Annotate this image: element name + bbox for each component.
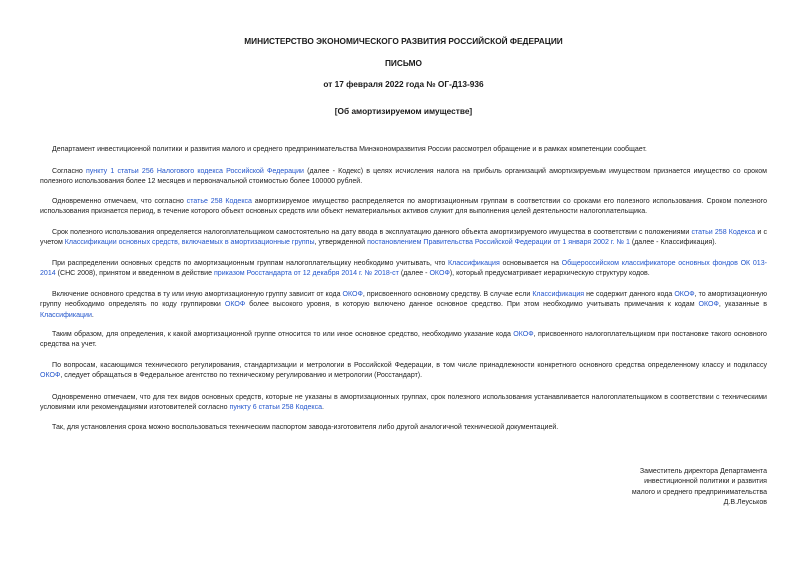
signature-block xyxy=(507,467,767,509)
text: (СНС 2008), принятом и введенном в действие xyxy=(55,270,214,278)
text: Срок полезного использования определяется налогоплательщиком самостоятельно на дату ввода в эксплуатацию данного объекта амортизируемого имущества в соответствии с положениями xyxy=(52,229,692,236)
text: (далее - Кодекс) в целях исчисления налога на прибыль организаций амортизируемым имуществом признается имущество со сроком полезного использования более 12 месяцев и первоначальной стоимостью более 100000 рублей. xyxy=(40,168,767,186)
paragraph-9 xyxy=(40,393,767,414)
paragraph-2 xyxy=(40,167,767,188)
link-rosstandart-order[interactable]: приказом Росстандарта от 12 декабря 2014 г. № 2018-ст xyxy=(213,270,399,278)
link-okof-classifier[interactable]: Общероссийском классификаторе основных фондов ОК 013-2014 xyxy=(40,260,767,278)
text: Согласно xyxy=(52,168,86,175)
link-okof[interactable]: ОКОФ xyxy=(40,372,61,380)
ministry-title: МИНИСТЕРСТВО ЭКОНОМИЧЕСКОГО РАЗВИТИЯ РОССИЙСКОЙ ФЕДЕРАЦИИ xyxy=(244,36,563,46)
link-government-decree[interactable]: постановлением Правительства Российской Федерации от 1 января 2002 г. № 1 xyxy=(367,239,630,247)
text: При распределении основных средств по амортизационным группам налогоплательщику необходимо учитывать, что xyxy=(52,260,449,267)
text: Таким образом, для определения, к какой амортизационной группе относится то или иное основное средство, необходимо указание кода xyxy=(52,331,514,338)
text: , присвоенного основному средству. В случае если xyxy=(362,291,533,298)
link-article-258-point-6[interactable]: пункту 6 статьи 258 Кодекса xyxy=(229,404,323,412)
signature-position-line-3: малого и среднего предпринимательства xyxy=(631,488,767,496)
document-subject: [Об амортизируемом имуществе] xyxy=(334,106,473,116)
text: (далее - xyxy=(398,270,430,278)
text: амортизируемое имущество распределяется по амортизационным группам в соответствии со сроками его полезного использования. Сроком полезного использования признается период, в течение которого объект основных средств или объект нематериальных активов служит для выполнения целей деятельности налогоплательщика. xyxy=(40,198,767,216)
text: По вопросам, касающимся технического регулирования, стандартизации и метрологии в Российской Федерации, в том числе принадлежности конкретного основного средства определенному классу и подклассу xyxy=(52,362,767,369)
paragraph-3 xyxy=(40,197,767,218)
link-classification[interactable]: Классификации xyxy=(40,311,92,319)
document-type: ПИСЬМО xyxy=(384,58,423,68)
paragraph-10: Так, для установления срока можно воспользоваться техническим паспортом завода-изготовителя либо другой аналогичной технической документацией. xyxy=(52,424,559,431)
document-date-number: от 17 февраля 2022 года № ОГ-Д13-936 xyxy=(323,79,484,89)
text: . xyxy=(322,404,324,412)
text: не содержит данного кода xyxy=(584,291,675,298)
link-article-258[interactable]: статье 258 Кодекса xyxy=(186,198,252,205)
paragraph-8 xyxy=(40,361,767,382)
text: , указанные в xyxy=(718,301,767,309)
link-okof[interactable]: ОКОФ xyxy=(513,331,534,338)
text: Одновременно отмечаем, что согласно xyxy=(52,198,187,205)
link-article-256[interactable]: пункту 1 статьи 256 Налогового кодекса Российской Федерации xyxy=(85,168,304,175)
text: Одновременно отмечаем, что для тех видов основных средств, которые не указаны в амортизационных группах, срок полезного использования устанавливается налогоплательщиком в соответствии с техническими условиями или рекомендациями изготовителей согласно xyxy=(40,394,767,412)
paragraph-5 xyxy=(40,259,767,280)
signature-name: Д.В.Леуськов xyxy=(723,499,767,507)
text: , присвоенного налогоплательщиком при постановке такого основного средства на учет. xyxy=(40,331,767,349)
link-okof[interactable]: ОКОФ xyxy=(342,291,363,298)
paragraph-6 xyxy=(40,290,767,321)
text: и с учетом xyxy=(40,229,767,247)
text: Включение основного средства в ту или иную амортизационную группу зависит от кода xyxy=(52,291,343,298)
text: . xyxy=(91,311,94,319)
link-okof[interactable]: ОКОФ xyxy=(224,301,246,309)
link-classification[interactable]: Классификация xyxy=(532,291,585,298)
text: (далее - Классификация). xyxy=(629,239,717,247)
link-okof[interactable]: ОКОФ xyxy=(429,270,450,278)
link-okof[interactable]: ОКОФ xyxy=(674,291,695,298)
paragraph-4 xyxy=(40,228,767,249)
link-okof[interactable]: ОКОФ xyxy=(698,301,719,309)
link-article-258[interactable]: статьи 258 Кодекса xyxy=(691,229,756,236)
link-classification[interactable]: Классификации основных средств, включаемых в амортизационные группы xyxy=(64,239,315,247)
text: , следует обращаться в Федеральное агентство по техническому регулированию и метрологии (Росстандарт). xyxy=(60,372,423,380)
text: , утвержденной xyxy=(314,239,368,247)
signature-position-line-2: инвестиционной политики и развития xyxy=(644,478,767,486)
paragraph-1: Департамент инвестиционной политики и развития малого и среднего предпринимательства Минэкономразвития России рассмотрел обращение и в рамках компетенции сообщает. xyxy=(52,146,647,153)
text: , то амортизационную группу необходимо определять по коду группировки xyxy=(40,291,767,309)
link-classification[interactable]: Классификация xyxy=(448,260,500,267)
signature-position-line-1: Заместитель директора Департамента xyxy=(639,468,767,475)
text: основывается на xyxy=(499,260,562,267)
text: ), который предусматривает иерархическую структуру кодов. xyxy=(449,270,650,278)
paragraph-7 xyxy=(40,330,767,351)
text: более высокого уровня, в которую включено данное основное средство. При этом необходимо учитывать примечания к кодам xyxy=(245,301,699,309)
